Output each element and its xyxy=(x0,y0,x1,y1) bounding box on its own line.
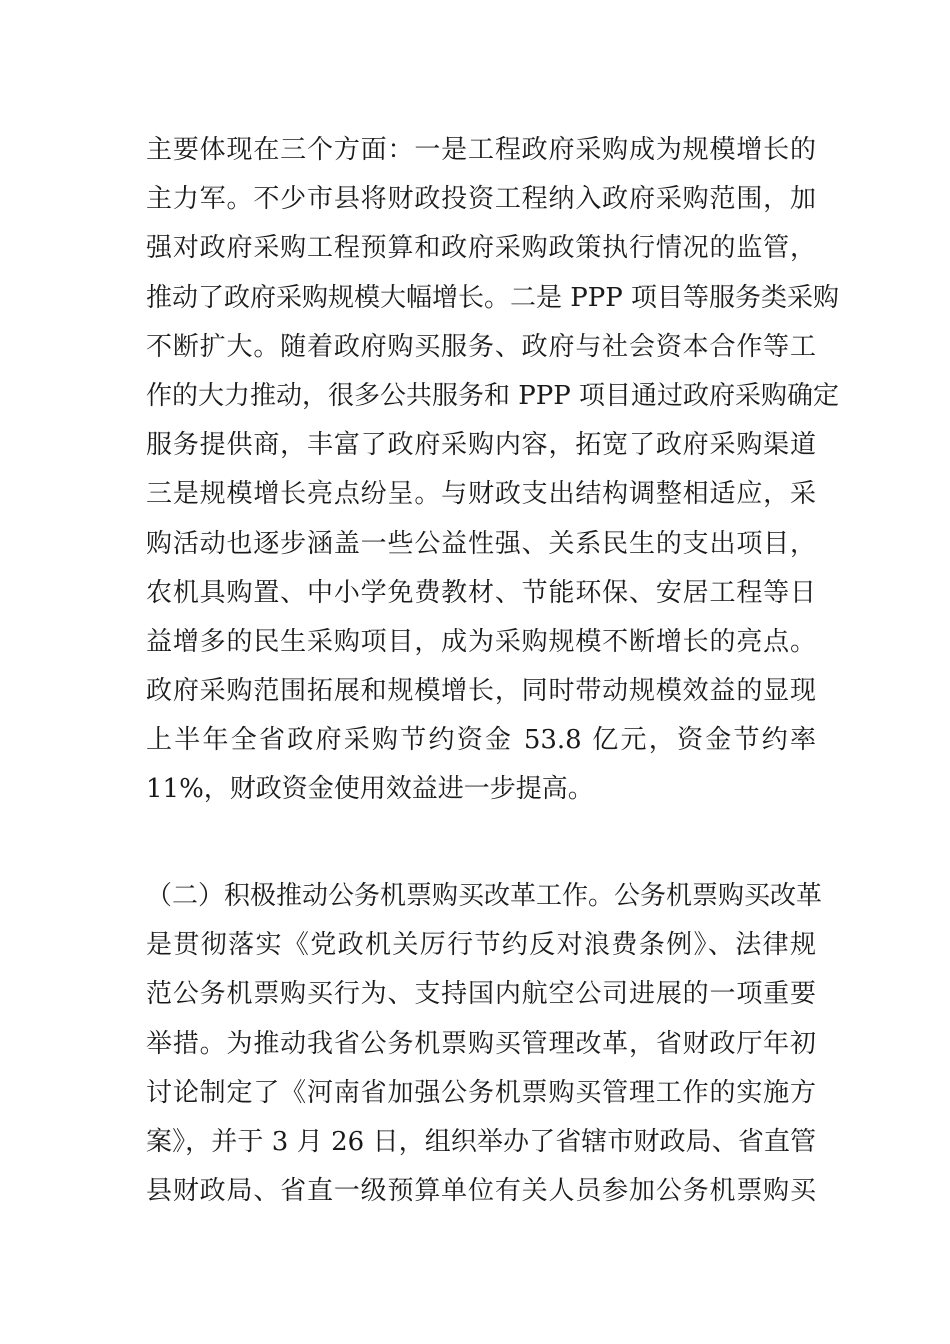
text-line: 推动了政府采购规模大幅增长。二是 PPP 项目等服务类采购 xyxy=(146,282,840,313)
text-line: 政府采购范围拓展和规模增长，同时带动规模效益的显现 xyxy=(146,676,816,707)
text-line: 是贯彻落实《党政机关厉行节约反对浪费条例》、法律规 xyxy=(146,930,816,961)
paragraph-air-ticket-reform xyxy=(146,872,823,1216)
text-line: 不断扩大。随着政府购买服务、政府与社会资本合作等工 xyxy=(146,331,816,362)
text-line: 农机具购置、中小学免费教材、节能环保、安居工程等日 xyxy=(146,577,816,608)
text-line: 益增多的民生采购项目，成为采购规模不断增长的亮点。 xyxy=(146,626,816,657)
text-line: 举措。为推动我省公务机票购买管理改革，省财政厅年初 xyxy=(146,1028,816,1059)
text-line: 主要体现在三个方面：一是工程政府采购成为规模增长的 xyxy=(146,135,816,165)
text-line: 作的大力推动，很多公共服务和 PPP 项目通过政府采购确定 xyxy=(146,380,840,411)
text-line: 县财政局、省直一级预算单位有关人员参加公务机票购买 xyxy=(146,1176,816,1207)
text-line: 范公务机票购买行为、支持国内航空公司进展的一项重要 xyxy=(146,979,816,1010)
text-line: 案》，并于 3 月 26 日，组织举办了省辖市财政局、省直管 xyxy=(146,1126,816,1157)
text-line: （二）积极推动公务机票购买改革工作。公务机票购买改革 xyxy=(146,881,823,911)
text-line: 上半年全省政府采购节约资金 53.8 亿元，资金节约率 xyxy=(146,725,816,756)
text-line: 主力军。不少市县将财政投资工程纳入政府采购范围，加 xyxy=(146,184,816,215)
text-line: 讨论制定了《河南省加强公务机票购买管理工作的实施方 xyxy=(146,1077,816,1108)
text-line: 三是规模增长亮点纷呈。与财政支出结构调整相适应，采 xyxy=(146,479,816,510)
paragraph-procurement-scale xyxy=(146,126,840,815)
text-line: 购活动也逐步涵盖一些公益性强、关系民生的支出项目， xyxy=(146,528,816,559)
text-line: 服务提供商，丰富了政府采购内容，拓宽了政府采购渠道 xyxy=(146,430,816,461)
text-line: 11%，财政资金使用效益进一步提高。 xyxy=(146,774,594,805)
text-line: 强对政府采购工程预算和政府采购政策执行情况的监管， xyxy=(146,233,816,264)
